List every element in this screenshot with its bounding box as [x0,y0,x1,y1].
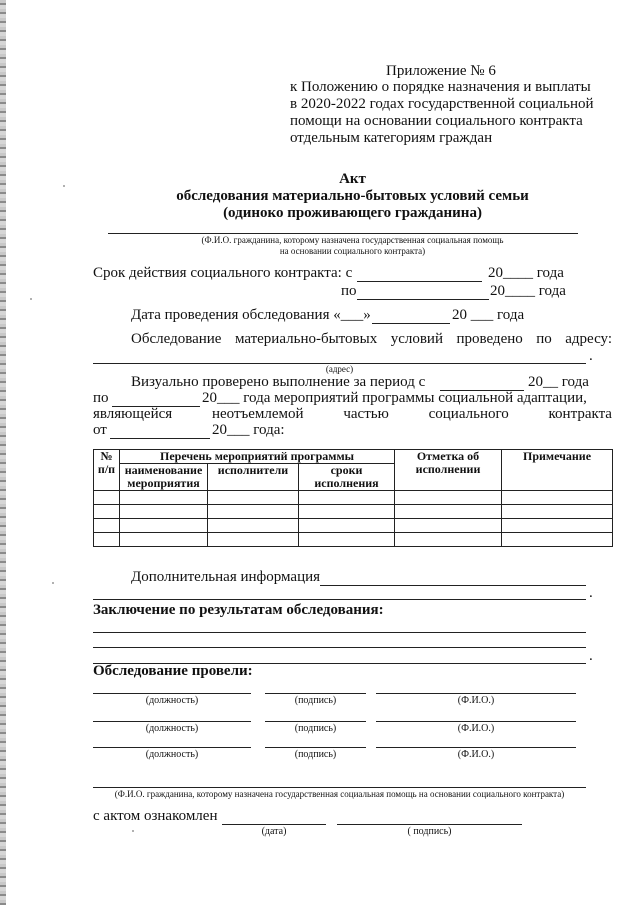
additional-info-field-2[interactable] [93,599,586,600]
scan-edge [0,0,6,905]
contract-date-field[interactable] [110,438,210,439]
contract-end-year: 20____ года [490,283,566,299]
scan-speck [63,185,65,187]
scan-speck [52,582,54,584]
additional-info-field[interactable] [320,585,586,586]
word: неотъемлемой [211,406,304,422]
col-num-sub-label: п/п [97,462,116,476]
scan-speck [30,298,32,300]
document-title [93,171,612,222]
col-exec-header: исполнители [208,464,299,491]
visual-check-line1: Визуально проверено выполнение за период с [131,374,426,390]
address-text: Обследование материально-бытовых условий проведено по адресу: [131,331,612,347]
appendix-line: отдельным категориям граждан [290,130,493,146]
col-name-header: наименование мероприятия [120,464,208,491]
signature-caption: (подпись) [294,749,337,760]
inspectors-heading: Обследование провели: [93,663,253,679]
position-field[interactable] [93,747,251,748]
acquainted-date-caption: (дата) [261,826,287,837]
citizen-name-field-bottom[interactable] [93,787,586,788]
appendix-line: в 2020-2022 годах государственной социальной [290,96,594,112]
acquainted-date-field[interactable] [222,824,326,825]
position-caption: (должность) [145,749,199,760]
visual-check-from-label: от [93,422,107,438]
group-header: Перечень мероприятий программы [120,450,395,464]
name-caption: (Ф.И.О.) [457,749,495,760]
contract-term-label: Срок действия социального контракта: с [93,265,353,281]
word: социального [428,406,509,422]
survey-month-field[interactable] [372,323,450,324]
position-caption: (должность) [145,695,199,706]
acquainted-label: с актом ознакомлен [93,808,218,824]
name-field[interactable] [376,747,576,748]
scan-speck [132,830,134,832]
appendix-line: к Положению о порядке назначения и выплаты [290,79,591,95]
signature-field[interactable] [265,747,366,748]
address-caption: (адрес) [325,364,354,374]
word: частью [343,406,389,422]
name-field[interactable] [376,721,576,722]
table-row[interactable] [94,519,613,533]
col-note-header: Примечание [502,450,613,491]
title-line: обследования материально-бытовых условий семьи [176,188,529,204]
col-mark-header: Отметка об исполнении [395,450,502,491]
survey-date-label: Дата проведения обследования «___» [131,307,371,323]
col-terms-header: сроки исполнения [299,464,395,491]
table-row[interactable] [94,533,613,547]
table-row[interactable] [94,505,613,519]
conclusion-line-2[interactable] [93,647,586,648]
citizen-caption [93,235,612,257]
visual-check-year1: 20__ года [528,374,589,390]
acquainted-signature-field[interactable] [337,824,522,825]
signature-field[interactable] [265,721,366,722]
contract-end-field[interactable] [357,299,489,300]
contract-start-field[interactable] [357,281,482,282]
signature-caption: (подпись) [294,723,337,734]
caption-line: (Ф.И.О. гражданина, которому назначена государственная социальная помощь [201,235,504,245]
citizen-caption-bottom: (Ф.И.О. гражданина, которому назначена государственная социальная помощь на основании социального контракта) [114,789,565,799]
visual-check-to-label: по [93,390,109,406]
name-field[interactable] [376,693,576,694]
table-row[interactable] [94,491,613,505]
contract-start-year: 20____ года [488,265,564,281]
position-field[interactable] [93,721,251,722]
signature-field[interactable] [265,693,366,694]
visual-check-year4: 20___ года: [212,422,285,438]
title-line: (одиноко проживающего гражданина) [223,205,482,221]
position-field[interactable] [93,693,251,694]
appendix-text [290,79,594,147]
title-line: Акт [339,171,366,187]
appendix-number: Приложение № 6 [386,63,496,79]
visual-check-line3 [93,406,612,423]
address-end-mark: . [589,348,593,364]
additional-info-end-mark: . [589,585,593,601]
additional-info-label: Дополнительная информация [131,569,321,585]
survey-date-year: 20 ___ года [452,307,525,323]
conclusion-line-1[interactable] [93,632,586,633]
program-table [93,449,613,547]
signature-caption: (подпись) [294,695,337,706]
col-num-header [94,450,120,491]
acquainted-signature-caption: ( подпись) [407,826,452,837]
col-num-label: № [100,449,113,463]
visual-check-line2: 20___ года мероприятий программы социальной адаптации, [202,390,587,406]
conclusion-end-mark: . [589,648,593,664]
word: контракта [548,406,612,422]
appendix-line: помощи на основании социального контракта [290,113,583,129]
caption-line: на основании социального контракта) [279,246,426,256]
contract-to-label: по [341,283,357,299]
name-caption: (Ф.И.О.) [457,723,495,734]
name-caption: (Ф.И.О.) [457,695,495,706]
position-caption: (должность) [145,723,199,734]
table-header-row [94,450,613,464]
citizen-name-field[interactable] [108,233,578,234]
conclusion-heading: Заключение по результатам обследования: [93,602,384,618]
word: являющейся [93,406,173,422]
